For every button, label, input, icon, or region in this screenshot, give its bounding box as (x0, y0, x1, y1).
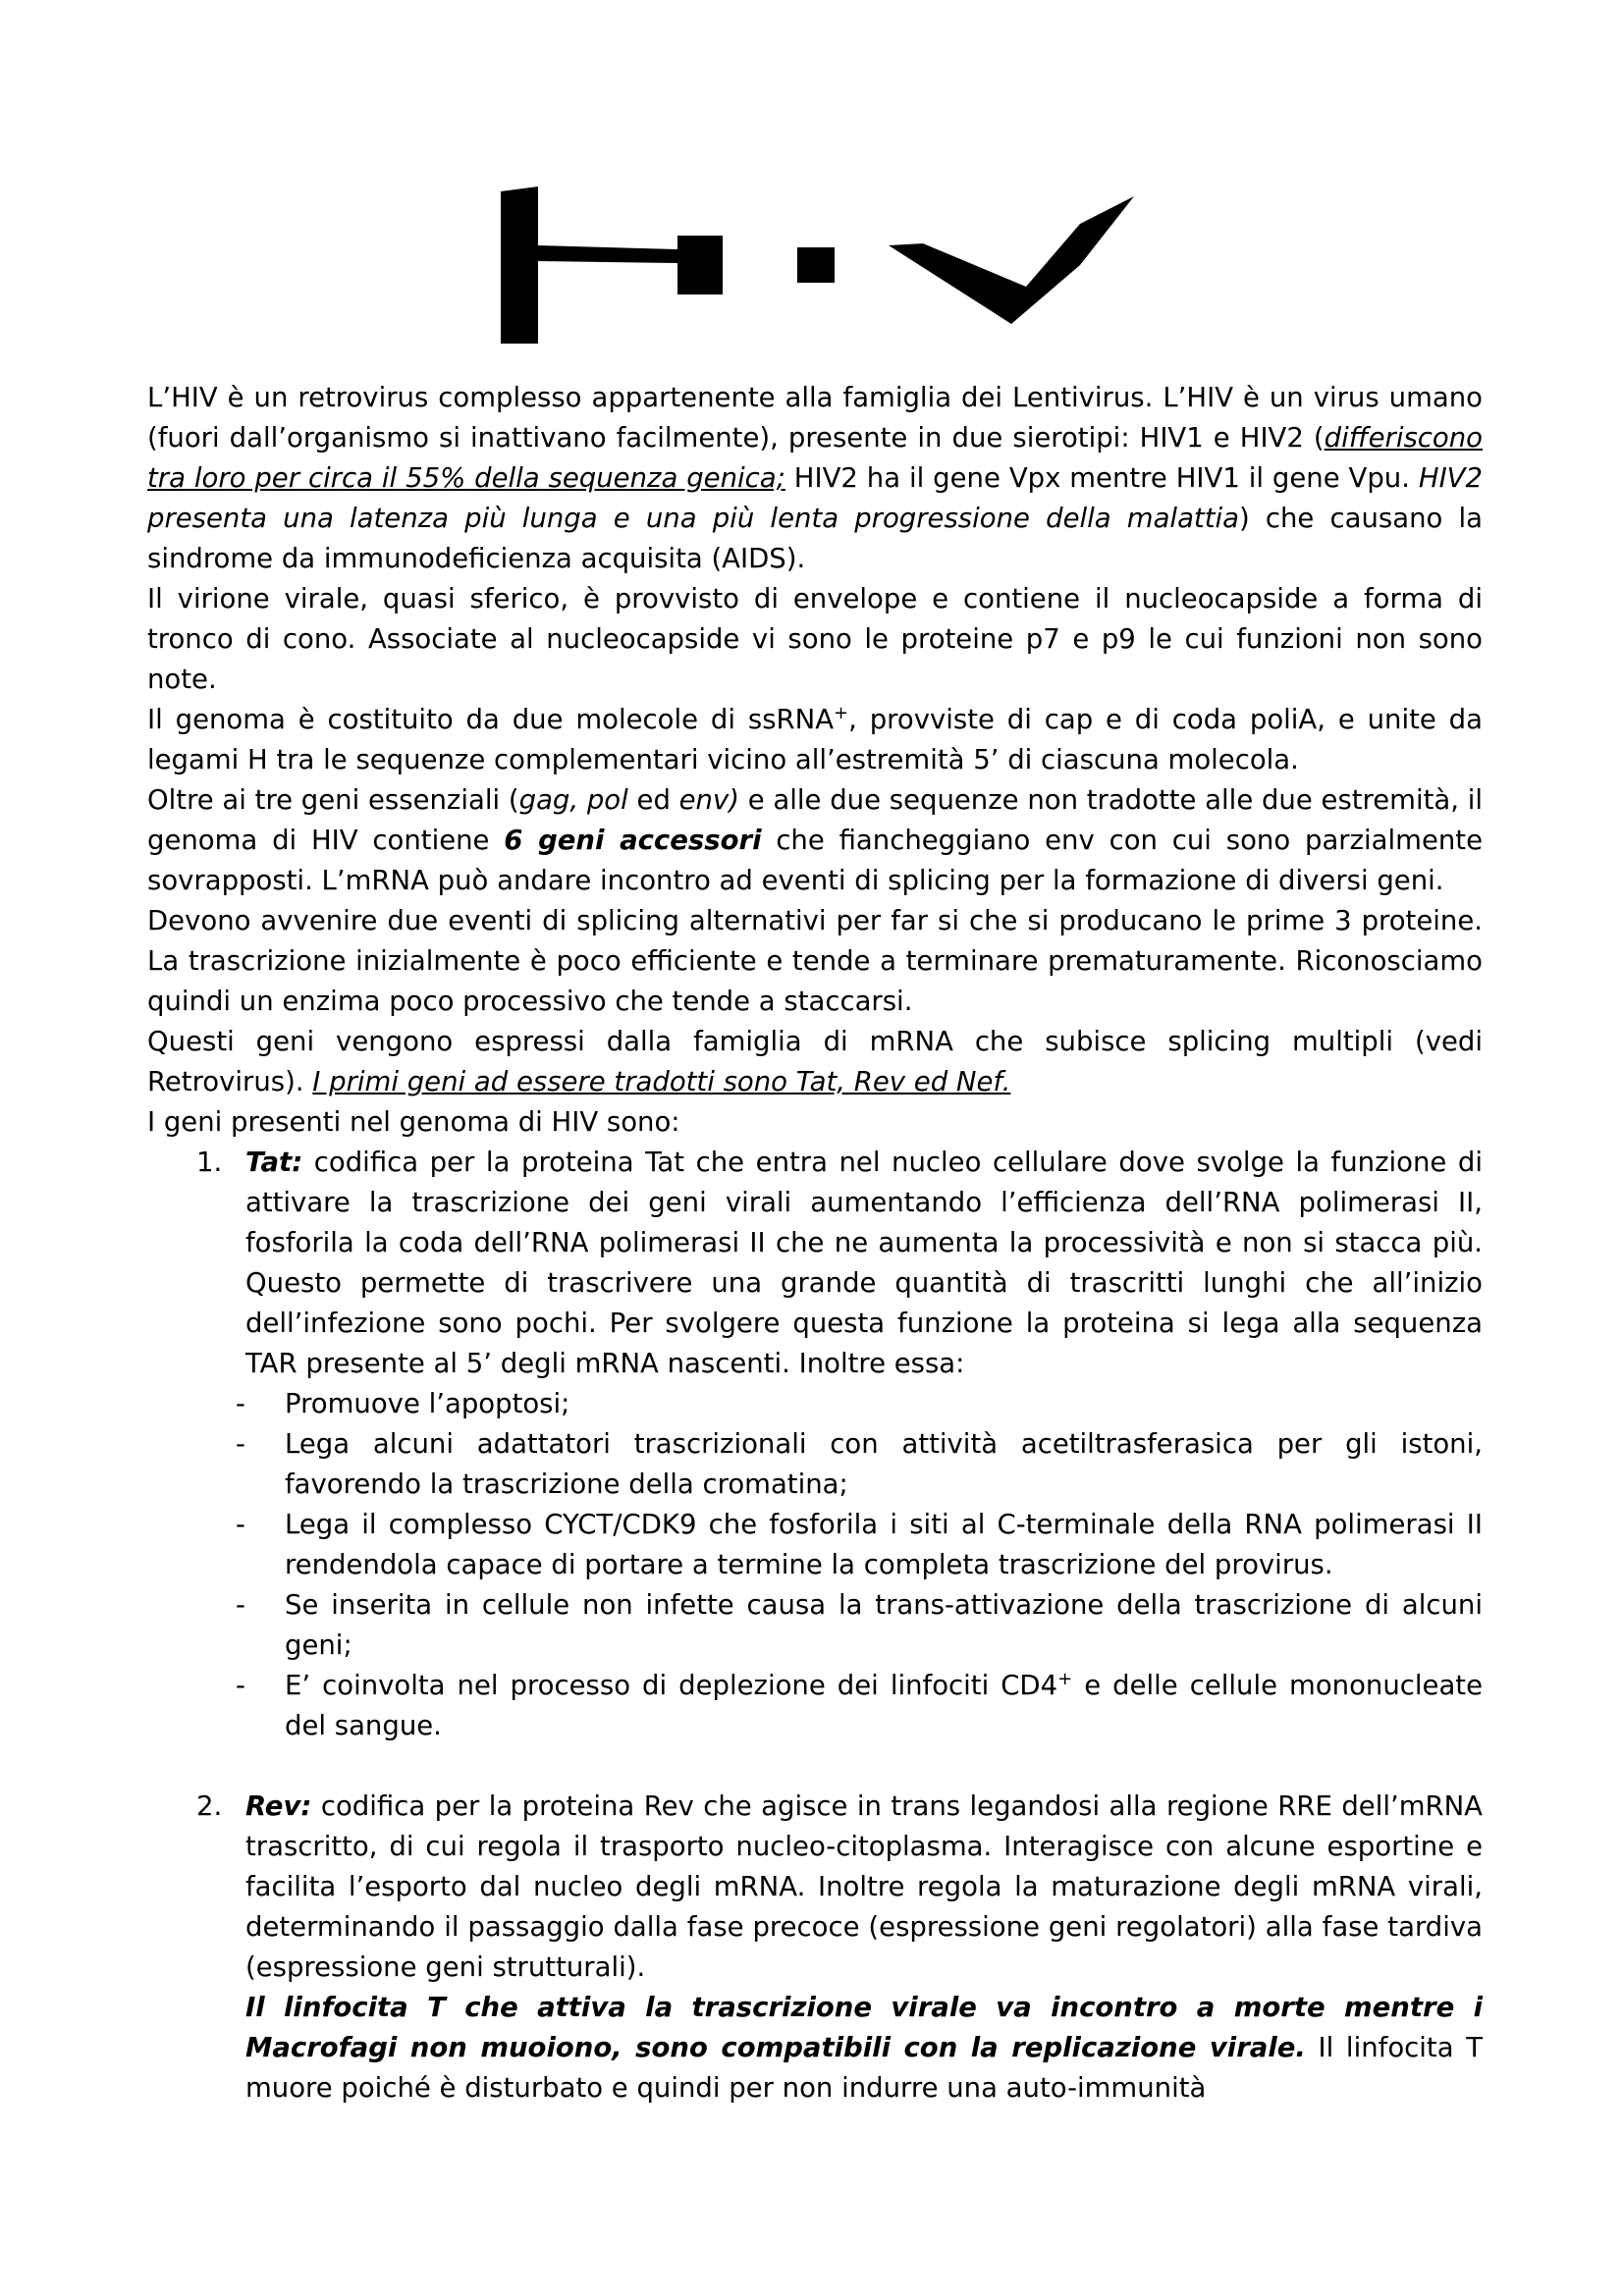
bullet-dash: - (236, 1428, 245, 1460)
italic-text: gag, pol (518, 784, 628, 816)
text: Oltre ai tre geni essenziali ( (147, 784, 519, 816)
list-item (147, 1585, 1483, 1666)
list-item (147, 1666, 1483, 1746)
bullet-text: Se inserita in cellule non infette causa la trans-attivazione della trascrizione di alcuni geni; (285, 1589, 1483, 1661)
v-stroke (889, 196, 1134, 324)
underlined-italic-text: differiscono tra loro per circa il 55% della sequenza genica; (147, 422, 1483, 494)
gene-list-item-tat (147, 1143, 1483, 1384)
list-number: 1. (196, 1147, 223, 1178)
intro-paragraph-3 (147, 700, 1483, 780)
intro-paragraph-7: I geni presenti nel genoma di HIV sono: (147, 1106, 680, 1138)
h-crossbar (538, 245, 677, 263)
h-right-block (677, 236, 723, 294)
title-logo (491, 187, 1139, 344)
text: e alle due sequenze non tradotte alle due estremità, il genoma di HIV contiene (147, 784, 1484, 856)
h-left-stroke (501, 187, 538, 344)
underlined-italic-text: I primi geni ad essere tradotti sono Tat, Rev ed Nef. (312, 1066, 1011, 1097)
document-body (147, 378, 1483, 2109)
i-block (797, 247, 835, 283)
bullet-text: Lega il complesso CYCT/CDK9 che fosforila i siti al C-terminale della RNA polimerasi II rendendola capace di portare a termine la completa trascrizione del provirus. (285, 1509, 1483, 1580)
text: che fiancheggiano env con cui sono parzialmente sovrapposti. L’mRNA può andare incontro ad eventi di splicing per la formazione di diversi geni. (147, 825, 1484, 896)
bullet-text: e delle cellule mononucleate del sangue. (285, 1670, 1484, 1741)
list-item (147, 1384, 1483, 1424)
intro-paragraph-4 (147, 780, 1483, 901)
list-number: 2. (196, 1790, 223, 1822)
text: codifica per la proteina Tat che entra nel nucleo cellulare dove svolge la funzione di attivare la trascrizione dei geni virali aumentando l’efficienza dell’RNA polimerasi II, fosforila la coda dell’RNA polimerasi II che ne aumenta la processività e non si stacca più. Questo permette di trascrivere una grande quantità di trascritti lunghi che all’inizio dell’infezione sono pochi. Per svolgere questa funzione la proteina si lega alla sequenza TAR presente al 5’ degli mRNA nascenti. Inoltre essa: (245, 1147, 1483, 1379)
gene-name: Tat: (245, 1147, 303, 1178)
gene-name: Rev: (245, 1790, 312, 1822)
text: Il linfocita T muore poiché è disturbato e quindi per non indurre una auto-immunità (245, 2032, 1483, 2104)
gene-list-item-rev (147, 1787, 1483, 2109)
list-item (147, 1424, 1483, 1505)
hiv-title-graphic (491, 187, 1139, 344)
intro-paragraph-6 (147, 1022, 1483, 1102)
superscript: + (1057, 1668, 1073, 1689)
superscript: + (834, 702, 849, 723)
bold-italic-text: Il linfocita T che attiva la trascrizione virale va incontro a morte mentre i Macrofagi non muoiono, sono compatibili con la replicazione virale. (245, 1992, 1483, 2063)
gene-note (245, 1988, 1483, 2109)
italic-text: env) (678, 784, 739, 816)
bullet-dash: - (236, 1388, 245, 1419)
bullet-dash: - (236, 1509, 245, 1540)
spacer (147, 1746, 1483, 1787)
gene-description (245, 1143, 1483, 1384)
bullet-text: Lega alcuni adattatori trascrizionali con attività acetiltrasferasica per gli istoni, favorendo la trascrizione della cromatina; (285, 1428, 1483, 1500)
text: ed (627, 784, 679, 816)
bullet-dash: - (236, 1589, 245, 1621)
intro-paragraph-1 (147, 378, 1483, 579)
text: L’HIV è un retrovirus complesso appartenente alla famiglia dei Lentivirus. L’HIV è un virus umano (fuori dall’organismo si inattivano facilmente), presente in due sierotipi: HIV1 e HIV2 ( (147, 382, 1483, 454)
bullet-text: Promuove l’apoptosi; (285, 1388, 570, 1419)
text: codifica per la proteina Rev che agisce in trans legandosi alla regione RRE dell’mRNA trascritto, di cui regola il trasporto nucleo-citoplasma. Interagisce con alcune esportine e facilita l’esporto dal nucleo degli mRNA. Inoltre regola la maturazione degli mRNA virali, determinando il passaggio dalla fase precoce (espressione geni regolatori) alla fase tardiva (espressione geni strutturali). (245, 1790, 1483, 1983)
list-item (147, 1505, 1483, 1585)
text: Il genoma è costituito da due molecole di ssRNA (147, 704, 835, 735)
bold-italic-text: 6 geni accessori (504, 825, 762, 856)
bullet-text: E’ coinvolta nel processo di deplezione dei linfociti CD4 (285, 1670, 1058, 1701)
text: Questi geni vengono espressi dalla famiglia di mRNA che subisce splicing multipli (vedi Retrovirus). (147, 1026, 1483, 1097)
gene-description (245, 1787, 1483, 1988)
text: HIV2 ha il gene Vpx mentre HIV1 il gene Vpu. (784, 462, 1419, 494)
text: ) che causano la sindrome da immunodeficienza acquisita (AIDS). (147, 503, 1484, 574)
bullet-dash: - (236, 1670, 245, 1701)
intro-paragraph-2: Il virione virale, quasi sferico, è provvisto di envelope e contiene il nucleocapside a forma di tronco di cono. Associate al nucleocapside vi sono le proteine p7 e p9 le cui funzioni non sono note. (147, 583, 1483, 695)
intro-paragraph-5: Devono avvenire due eventi di splicing alternativi per far si che si producano le prime 3 proteine. La trascrizione inizialmente è poco efficiente e tende a terminare prematuramente. Riconosciamo quindi un enzima poco processivo che tende a staccarsi. (147, 905, 1483, 1017)
text: , provviste di cap e di coda poliA, e unite da legami H tra le sequenze complementari vicino all’estremità 5’ di ciascuna molecola. (147, 704, 1483, 775)
italic-text: HIV2 presenta una latenza più lunga e una più lenta progressione della malattia (147, 462, 1483, 534)
